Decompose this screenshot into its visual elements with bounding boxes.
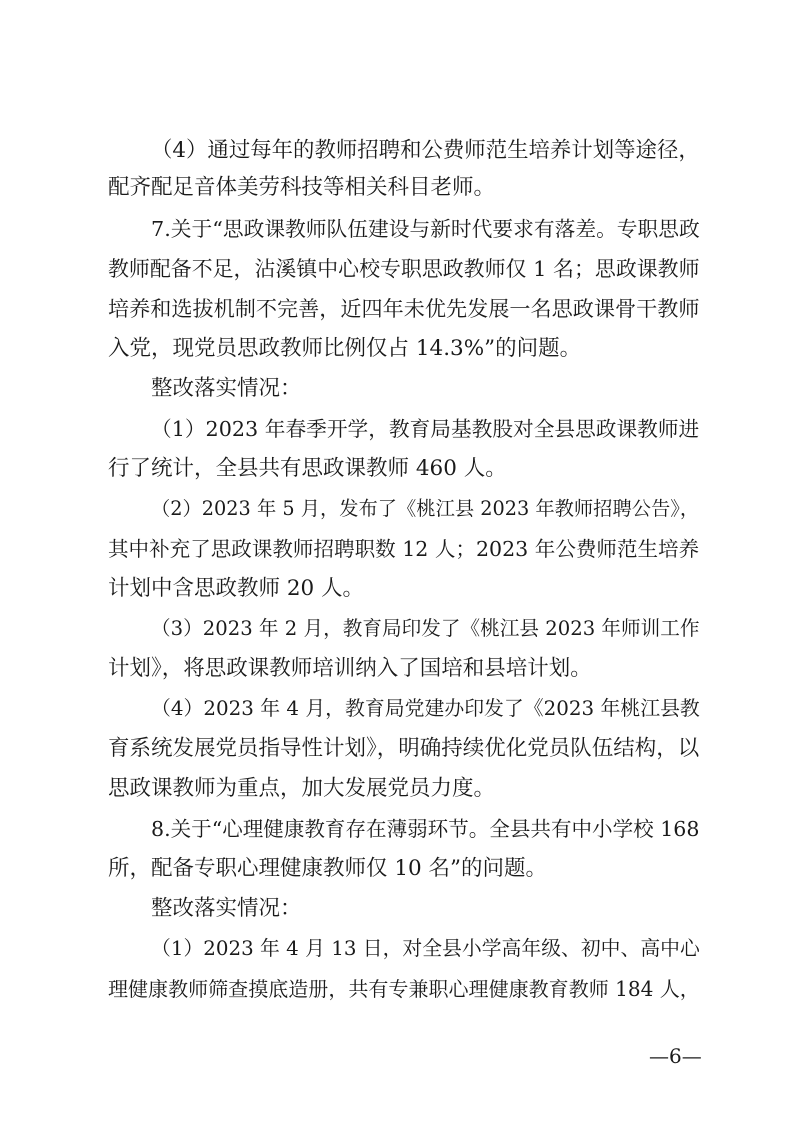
text-line: （1）2023 年春季开学，教育局基教股对全县思政课教师进 (151, 417, 700, 441)
section-heading: 整改落实情况： (151, 896, 302, 921)
text-line: 7.关于“思政课教师队伍建设与新时代要求有落差。专职思政 (151, 217, 700, 241)
text-line: 8.关于“心理健康教育存在薄弱环节。全县共有中小学校 168 (151, 817, 700, 841)
text-line: 入党，现党员思政教师比例仅占 14.3%”的问题。 (108, 336, 582, 361)
text-line: 教师配备不足，沾溪镇中心校专职思政教师仅 1 名；思政课教师 (108, 257, 700, 281)
text-line: （2）2023 年 5 月，发布了《桃江县 2023 年教师招聘公告》， (151, 497, 700, 520)
text-line: （4）通过每年的教师招聘和公费师范生培养计划等途径， (151, 138, 700, 163)
text-line: 配齐配足音体美劳科技等相关科目老师。 (108, 175, 496, 200)
text-line: 培养和选拔机制不完善，近四年未优先发展一名思政课骨干教师 (108, 296, 700, 321)
text-line: 行了统计，全县共有思政课教师 460 人。 (108, 456, 507, 481)
section-heading: 整改落实情况： (151, 376, 302, 401)
text-line: 育系统发展党员指导性计划》，明确持续优化党员队伍结构，以 (108, 736, 700, 761)
text-line: （3）2023 年 2 月，教育局印发了《桃江县 2023 年师训工作 (151, 617, 700, 640)
text-line: 理健康教师筛查摸底造册，共有专兼职心理健康教育教师 184 人， (108, 977, 700, 1001)
text-line: 其中补充了思政课教师招聘职数 12 人；2023 年公费师范生培养 (108, 537, 700, 561)
text-line: （1）2023 年 4 月 13 日，对全县小学高年级、初中、高中心 (151, 937, 700, 960)
text-line: 思政课教师为重点，加大发展党员力度。 (108, 776, 496, 801)
page-number: —6— (649, 1044, 702, 1068)
text-line: （4）2023 年 4 月，教育局党建办印发了《2023 年桃江县教 (151, 697, 700, 720)
text-line: 计划中含思政教师 20 人。 (108, 576, 365, 601)
text-line: 所，配备专职心理健康教师仅 10 名”的问题。 (108, 856, 548, 881)
text-line: 计划》，将思政课教师培训纳入了国培和县培计划。 (108, 656, 592, 681)
